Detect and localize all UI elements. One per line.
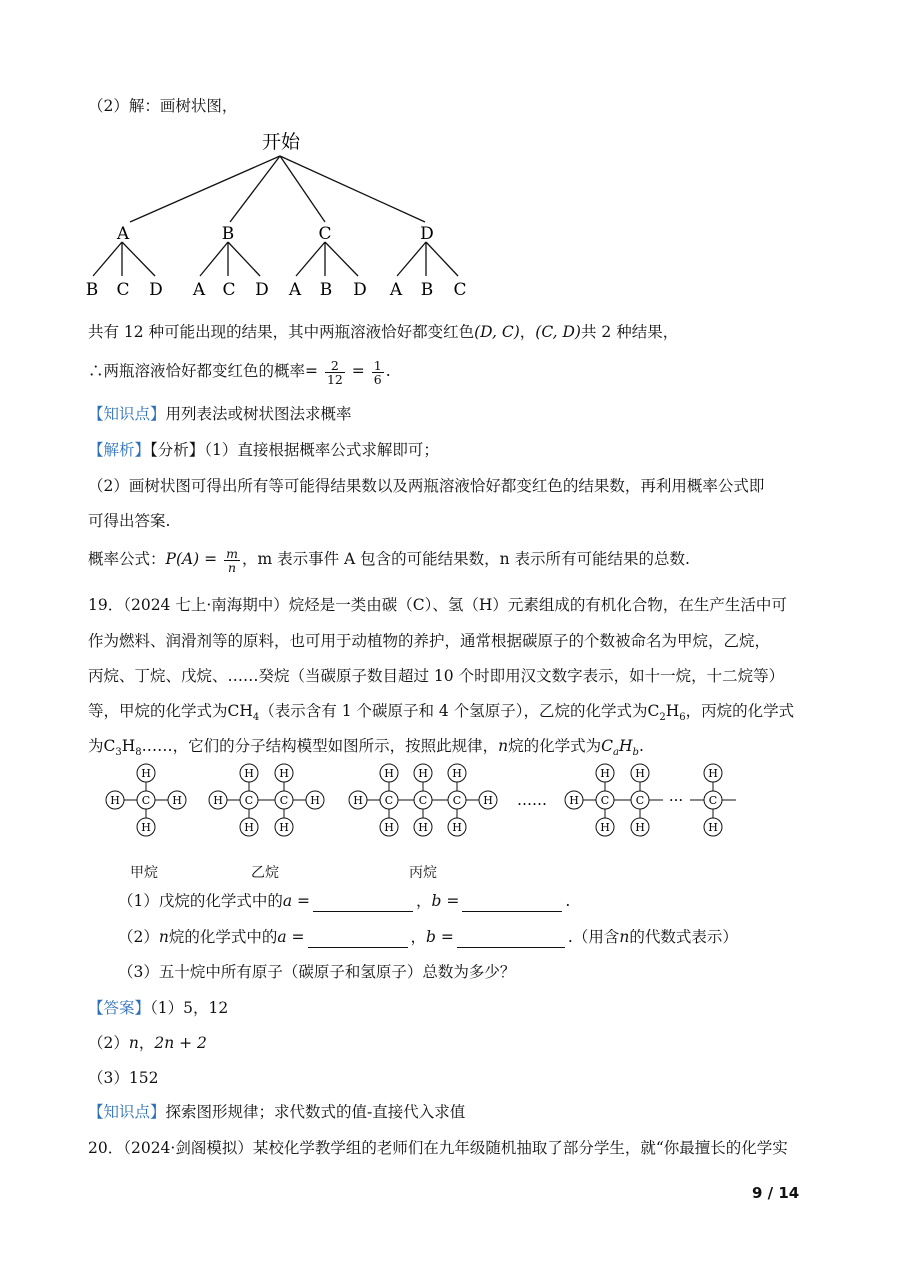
- knowledge-point: 【知识点】探索图形规律；求代数式的值-直接代入求值: [88, 1103, 466, 1121]
- hydrogen-atom: [596, 764, 614, 782]
- knowledge-point: 【知识点】用列表法或树状图法求概率: [88, 405, 352, 423]
- carbon-atom: [414, 791, 432, 809]
- tree-leaf: D: [149, 280, 163, 300]
- hydrogen-atom: [137, 764, 155, 782]
- hydrogen-atom: [137, 818, 155, 836]
- tree-leaf: A: [389, 280, 403, 300]
- ellipsis: ……: [517, 791, 547, 809]
- hydrogen-atom: [414, 764, 432, 782]
- svg-text:H: H: [141, 821, 151, 834]
- hydrogen-atom: [704, 764, 722, 782]
- svg-text:C: C: [635, 794, 645, 807]
- tree-leaf: B: [420, 280, 434, 300]
- hydrogen-atom: [479, 791, 497, 809]
- hydrogen-atom: [209, 791, 227, 809]
- hydrogen-atom: [168, 791, 186, 809]
- svg-text:H: H: [708, 821, 718, 834]
- tree-node-c: C: [318, 224, 332, 244]
- svg-text:C: C: [708, 794, 718, 807]
- answer-line-2: （2）n，2n + 2: [88, 1034, 207, 1052]
- svg-text:C: C: [384, 794, 394, 807]
- svg-text:C: C: [418, 794, 428, 807]
- svg-text:H: H: [279, 821, 289, 834]
- page-number: 9 / 14: [752, 1184, 800, 1202]
- tree-node-b: B: [221, 224, 235, 244]
- q19-line-1: 19．（2024 七上·南海期中）烷烃是一类由碳（C）、氢（H）元素组成的有机化合物，在生产生活中可: [88, 596, 787, 614]
- carbon-atom: [596, 791, 614, 809]
- hydrogen-atom: [240, 818, 258, 836]
- hydrogen-atom: [448, 818, 466, 836]
- tree-leaf: A: [192, 280, 206, 300]
- fraction-m-n: $\frac{m}{n}$: [226, 545, 238, 575]
- svg-text:H: H: [635, 767, 645, 780]
- svg-text:H: H: [452, 767, 462, 780]
- probability-line: ∴两瓶溶液恰好都变红色的概率= $\frac{2}{12}$ = $\frac{1}{6}$ .: [88, 357, 391, 387]
- svg-text:C: C: [141, 794, 151, 807]
- hydrogen-atom: [565, 791, 583, 809]
- molecule-name-propane: 丙烷: [409, 865, 437, 881]
- hydrogen-atom: [380, 764, 398, 782]
- hydrogen-atom: [448, 764, 466, 782]
- analysis-line-3: 可得出答案.: [88, 512, 171, 530]
- svg-text:H: H: [384, 821, 394, 834]
- tree-diagram: [60, 118, 500, 308]
- svg-text:H: H: [600, 767, 610, 780]
- svg-text:H: H: [708, 767, 718, 780]
- knowledge-point-tag: 【知识点】: [88, 1103, 166, 1121]
- hydrogen-atom: [275, 818, 293, 836]
- q19-line-3: 丙烷、丁烷、戊烷、……癸烷（当碳原子数目超过 10 个时即用汉文数字表示，如十一烷，十二烷等）: [88, 667, 785, 685]
- svg-text:H: H: [141, 767, 151, 780]
- sub-question-2: （2）n烷的化学式中的a = ，b = .（用含n的代数式表示）: [118, 928, 738, 946]
- q20-line-1: 20．（2024·剑阁模拟）某校化学教学组的老师们在九年级随机抽取了部分学生，就“你最擅长的化学实: [88, 1139, 788, 1157]
- svg-text:H: H: [244, 821, 254, 834]
- analysis-tag: 【解析】: [88, 441, 151, 459]
- svg-text:H: H: [279, 767, 289, 780]
- ellipsis: ···: [668, 791, 684, 809]
- hydrogen-atom: [631, 818, 649, 836]
- solution-intro: （2）解：画树状图，: [88, 97, 238, 115]
- svg-text:C: C: [279, 794, 289, 807]
- hydrogen-atom: [240, 764, 258, 782]
- svg-text:C: C: [452, 794, 462, 807]
- result-line: 共有 12 种可能出现的结果，其中两瓶溶液恰好都变红色(D, C)，(C, D)共 2 种结果，: [88, 323, 679, 341]
- hydrogen-atom: [414, 818, 432, 836]
- tree-node-d: D: [420, 224, 434, 244]
- tree-leaf: A: [288, 280, 302, 300]
- svg-text:H: H: [310, 794, 320, 807]
- answer-line-1: 【答案】（1）5，12: [88, 999, 229, 1017]
- svg-text:H: H: [569, 794, 579, 807]
- hydrogen-atom: [596, 818, 614, 836]
- formula-line: 概率公式：P(A) = $\frac{m}{n}$ ，m 表示事件 A 包含的可能结果数，n 表示所有可能结果的总数.: [88, 545, 690, 575]
- carbon-atom: [704, 791, 722, 809]
- carbon-atom: [448, 791, 466, 809]
- svg-text:H: H: [483, 794, 493, 807]
- answer-blank[interactable]: [313, 895, 413, 912]
- tree-node-a: A: [116, 224, 130, 244]
- answer-line-3: （3）152: [88, 1069, 159, 1087]
- svg-text:H: H: [172, 794, 182, 807]
- carbon-atom: [137, 791, 155, 809]
- analysis-line-2: （2）画树状图可得出所有等可能得结果数以及两瓶溶液恰好都变红色的结果数，再利用概率公式即: [88, 477, 765, 495]
- analysis-line-1: 【解析】【分析】（1）直接根据概率公式求解即可；: [88, 441, 439, 459]
- molecule-name-methane: 甲烷: [130, 865, 158, 881]
- carbon-atom: [380, 791, 398, 809]
- tree-root: 开始: [261, 131, 301, 153]
- hydrogen-atom: [275, 764, 293, 782]
- svg-text:H: H: [635, 821, 645, 834]
- carbon-atom: [240, 791, 258, 809]
- answer-blank[interactable]: [308, 931, 408, 948]
- tree-leaf: B: [85, 280, 99, 300]
- fraction-1-6: $\frac{1}{6}$: [373, 357, 382, 387]
- tree-leaf: C: [453, 280, 467, 300]
- svg-text:H: H: [452, 821, 462, 834]
- hydrogen-atom: [306, 791, 324, 809]
- hydrogen-atom: [380, 818, 398, 836]
- svg-text:H: H: [110, 794, 120, 807]
- svg-text:H: H: [384, 767, 394, 780]
- q19-line-2: 作为燃料、润滑剂等的原料，也可用于动植物的养护，通常根据碳原子的个数被命名为甲烷，乙烷，: [88, 632, 771, 650]
- tree-leaf: C: [116, 280, 130, 300]
- q19-line-5: 为$C_3H_8\dots\dots$，它们的分子结构模型如图所示，按照此规律，n烷的化学式为$C_aH_b$.: [88, 737, 644, 759]
- answer-blank[interactable]: [457, 931, 565, 948]
- tree-leaf: B: [319, 280, 333, 300]
- hydrogen-atom: [106, 791, 124, 809]
- svg-text:C: C: [600, 794, 610, 807]
- sub-question-1: （1）戊烷的化学式中的a = ，b = .: [118, 892, 571, 910]
- svg-text:H: H: [213, 794, 223, 807]
- hydrogen-atom: [349, 791, 367, 809]
- tree-leaf: D: [255, 280, 269, 300]
- svg-text:H: H: [418, 821, 428, 834]
- fraction-2-12: $\frac{2}{12}$: [326, 357, 343, 387]
- hydrogen-atom: [704, 818, 722, 836]
- molecule-structures: [0, 760, 905, 850]
- q19-line-4: 等，甲烷的化学式为$CH_4$（表示含有 1 个碳原子和 4 个氢原子），乙烷的化学式为$C_2H_6$，丙烷的化学式: [88, 702, 795, 724]
- svg-text:H: H: [244, 767, 254, 780]
- svg-text:H: H: [418, 767, 428, 780]
- molecule-name-ethane: 乙烷: [251, 865, 279, 881]
- answer-tag: 【答案】: [88, 999, 151, 1017]
- svg-text:H: H: [353, 794, 363, 807]
- knowledge-point-tag: 【知识点】: [88, 405, 166, 423]
- sub-question-3: （3）五十烷中所有原子（碳原子和氢原子）总数为多少？: [118, 963, 516, 981]
- tree-leaf: C: [222, 280, 236, 300]
- tree-leaf: D: [353, 280, 367, 300]
- answer-blank[interactable]: [462, 895, 562, 912]
- hydrogen-atom: [631, 764, 649, 782]
- carbon-atom: [631, 791, 649, 809]
- svg-text:H: H: [600, 821, 610, 834]
- svg-text:C: C: [244, 794, 254, 807]
- carbon-atom: [275, 791, 293, 809]
